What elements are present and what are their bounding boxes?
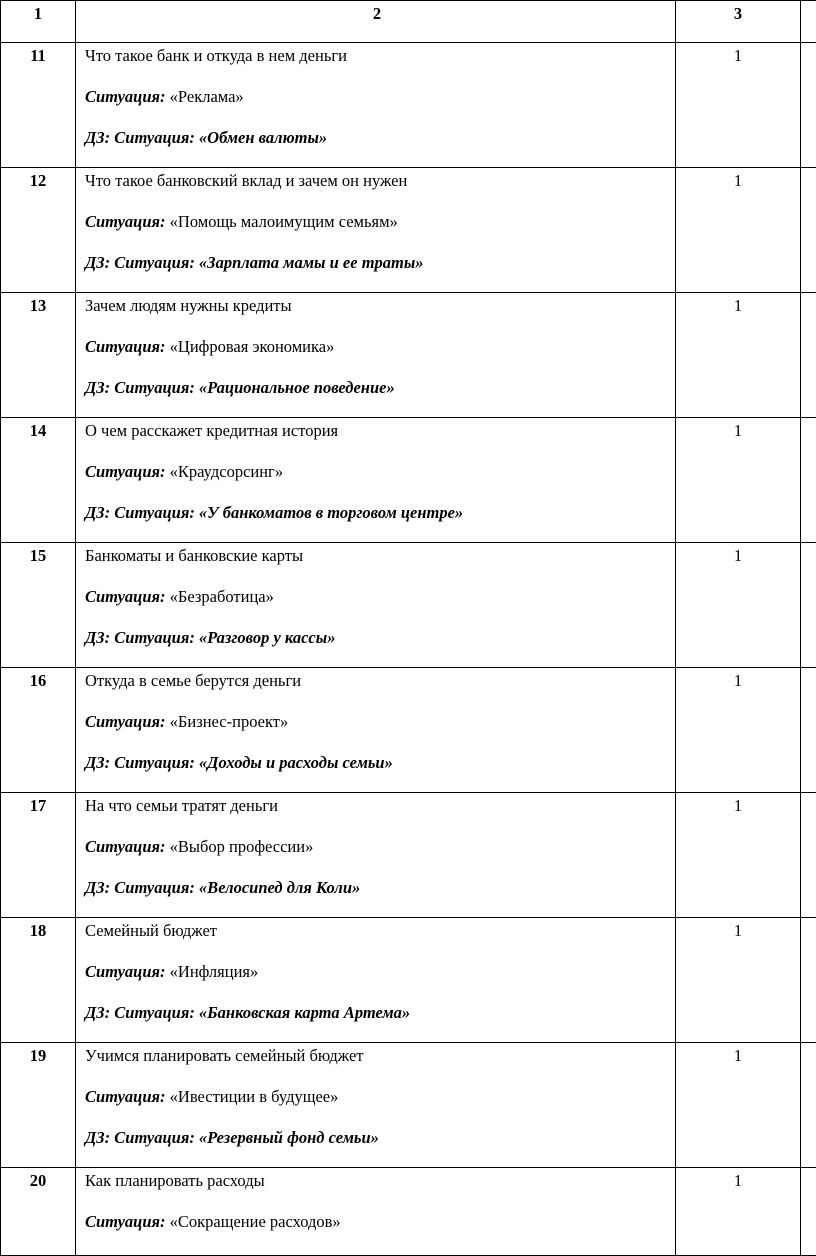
lesson-topic: О чем расскажет кредитная история (85, 421, 669, 440)
table-row (1, 668, 816, 793)
table-row (1, 293, 816, 418)
situation-label: Ситуация: (85, 837, 166, 856)
lesson-number: 19 (1, 1043, 76, 1168)
situation-text: «Безработица» (166, 587, 274, 606)
lesson-homework: ДЗ: Ситуация: «Обмен валюты» (85, 128, 669, 147)
table-row (1, 418, 816, 543)
table-row (1, 168, 816, 293)
table-header-row (1, 1, 816, 43)
header-col-3: 3 (676, 1, 801, 43)
lesson-extra-cell (801, 1043, 816, 1168)
lesson-hours: 1 (676, 168, 801, 293)
situation-text: «Ивестиции в будущее» (166, 1087, 339, 1106)
lesson-content (76, 1043, 676, 1168)
lesson-hours: 1 (676, 668, 801, 793)
situation-label: Ситуация: (85, 712, 166, 731)
lesson-hours: 1 (676, 543, 801, 668)
lesson-content (76, 43, 676, 168)
lesson-topic: Что такое банковский вклад и зачем он нужен (85, 171, 669, 190)
lesson-number: 18 (1, 918, 76, 1043)
table-row (1, 1043, 816, 1168)
lesson-extra-cell (801, 793, 816, 918)
table-row (1, 543, 816, 668)
lesson-situation (85, 212, 669, 231)
lesson-content (76, 1168, 676, 1256)
lesson-homework: ДЗ: Ситуация: «Рациональное поведение» (85, 378, 669, 397)
lesson-number: 14 (1, 418, 76, 543)
lesson-topic: Как планировать расходы (85, 1171, 669, 1190)
lesson-extra-cell (801, 543, 816, 668)
lesson-content (76, 293, 676, 418)
situation-label: Ситуация: (85, 462, 166, 481)
lesson-hours: 1 (676, 918, 801, 1043)
lesson-situation (85, 1087, 669, 1106)
lesson-number: 13 (1, 293, 76, 418)
lesson-topic: Банкоматы и банковские карты (85, 546, 669, 565)
lesson-hours: 1 (676, 418, 801, 543)
lesson-homework: ДЗ: Ситуация: «У банкоматов в торговом центре» (85, 503, 669, 522)
lesson-situation (85, 462, 669, 481)
lesson-situation (85, 587, 669, 606)
lesson-content (76, 418, 676, 543)
lesson-situation (85, 87, 669, 106)
lesson-hours: 1 (676, 293, 801, 418)
table-row (1, 1168, 816, 1256)
header-col-2: 2 (76, 1, 676, 43)
lesson-homework: ДЗ: Ситуация: «Разговор у кассы» (85, 628, 669, 647)
lesson-homework: ДЗ: Ситуация: «Банковская карта Артема» (85, 1003, 669, 1022)
situation-label: Ситуация: (85, 962, 166, 981)
lesson-content (76, 793, 676, 918)
situation-label: Ситуация: (85, 87, 166, 106)
header-col-4 (801, 1, 816, 43)
lesson-number: 20 (1, 1168, 76, 1256)
situation-text: «Краудсорсинг» (166, 462, 284, 481)
situation-text: «Сокращение расходов» (166, 1212, 341, 1231)
lesson-number: 17 (1, 793, 76, 918)
lesson-number: 16 (1, 668, 76, 793)
lesson-situation (85, 837, 669, 856)
lesson-topic: Учимся планировать семейный бюджет (85, 1046, 669, 1065)
lesson-content (76, 668, 676, 793)
situation-text: «Инфляция» (166, 962, 259, 981)
header-col-1: 1 (1, 1, 76, 43)
lesson-extra-cell (801, 1168, 816, 1256)
situation-label: Ситуация: (85, 337, 166, 356)
lesson-hours: 1 (676, 43, 801, 168)
lesson-extra-cell (801, 43, 816, 168)
lesson-number: 15 (1, 543, 76, 668)
situation-text: «Помощь малоимущим семьям» (166, 212, 398, 231)
lesson-extra-cell (801, 293, 816, 418)
lesson-hours: 1 (676, 793, 801, 918)
lesson-hours: 1 (676, 1043, 801, 1168)
lesson-extra-cell (801, 668, 816, 793)
lesson-situation (85, 962, 669, 981)
situation-text: «Выбор профессии» (166, 837, 314, 856)
lesson-number: 11 (1, 43, 76, 168)
lesson-extra-cell (801, 418, 816, 543)
situation-label: Ситуация: (85, 1087, 166, 1106)
lesson-extra-cell (801, 168, 816, 293)
lesson-hours: 1 (676, 1168, 801, 1256)
lesson-topic: На что семьи тратят деньги (85, 796, 669, 815)
lesson-homework: ДЗ: Ситуация: «Велосипед для Коли» (85, 878, 669, 897)
lesson-homework: ДЗ: Ситуация: «Резервный фонд семьи» (85, 1128, 669, 1147)
table-row (1, 918, 816, 1043)
lesson-number: 12 (1, 168, 76, 293)
lesson-topic: Откуда в семье берутся деньги (85, 671, 669, 690)
situation-text: «Реклама» (166, 87, 244, 106)
table-row (1, 43, 816, 168)
lesson-situation (85, 337, 669, 356)
lesson-homework: ДЗ: Ситуация: «Доходы и расходы семьи» (85, 753, 669, 772)
situation-label: Ситуация: (85, 587, 166, 606)
situation-text: «Цифровая экономика» (166, 337, 335, 356)
lesson-topic: Зачем людям нужны кредиты (85, 296, 669, 315)
lesson-homework: ДЗ: Ситуация: «Зарплата мамы и ее траты» (85, 253, 669, 272)
lesson-content (76, 918, 676, 1043)
lesson-situation (85, 712, 669, 731)
situation-text: «Бизнес-проект» (166, 712, 289, 731)
lesson-content (76, 543, 676, 668)
table-row (1, 793, 816, 918)
lesson-content (76, 168, 676, 293)
lesson-topic: Семейный бюджет (85, 921, 669, 940)
situation-label: Ситуация: (85, 212, 166, 231)
lesson-extra-cell (801, 918, 816, 1043)
lesson-situation (85, 1212, 669, 1231)
lesson-topic: Что такое банк и откуда в нем деньги (85, 46, 669, 65)
situation-label: Ситуация: (85, 1212, 166, 1231)
